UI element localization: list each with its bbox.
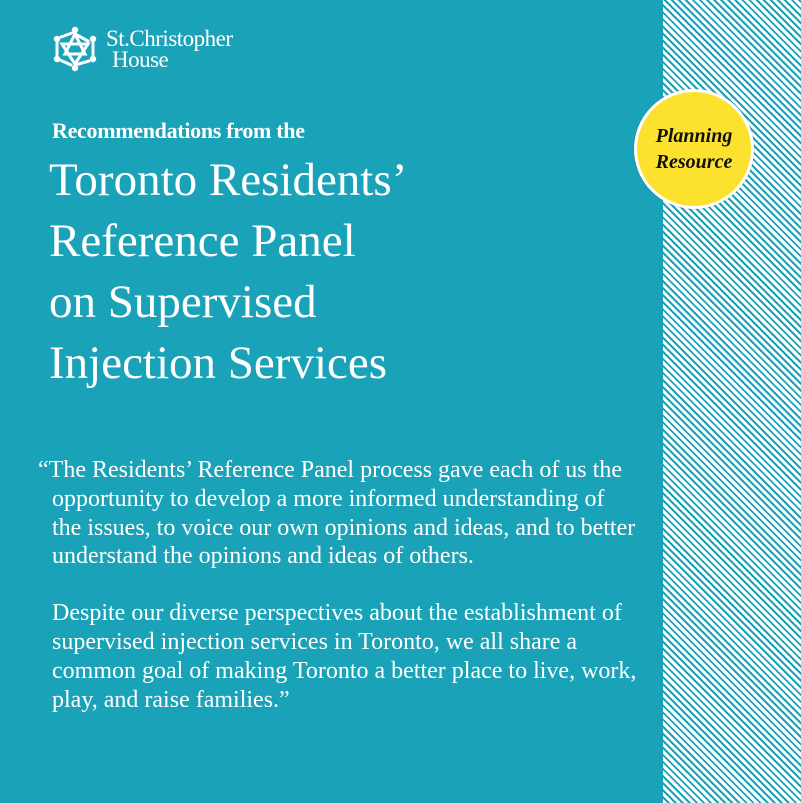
title-line: Reference Panel bbox=[49, 215, 356, 267]
panel-quote bbox=[38, 456, 638, 714]
quote-paragraph-2: Despite our diverse perspectives about the establishment of supervised injection services in Toronto, we all share a common goal of making Toronto a better place to live, work, play, and raise families.” bbox=[52, 600, 637, 713]
organization-logo bbox=[48, 22, 233, 76]
kicker-heading: Recommendations from the bbox=[52, 118, 305, 143]
title-line: Injection Services bbox=[49, 337, 388, 389]
logo-line-2: House bbox=[112, 47, 169, 72]
logo-line-1: St.Christopher bbox=[106, 26, 233, 51]
star-of-people-icon bbox=[48, 24, 102, 74]
quote-paragraph-1: “The Residents’ Reference Panel process gave each of us the opportunity to develop a more informed understanding of the issues, to voice our own opinions and ideas, and to better understand the opinions and ideas of others. bbox=[38, 457, 636, 570]
badge-line-2: Resource bbox=[655, 151, 733, 173]
planning-resource-badge bbox=[634, 89, 754, 209]
title-line: Toronto Residents’ bbox=[49, 154, 408, 206]
badge-line-1: Planning bbox=[655, 125, 733, 147]
logo-wordmark bbox=[106, 28, 233, 70]
title-line: on Supervised bbox=[49, 276, 317, 328]
document-title bbox=[49, 150, 649, 394]
